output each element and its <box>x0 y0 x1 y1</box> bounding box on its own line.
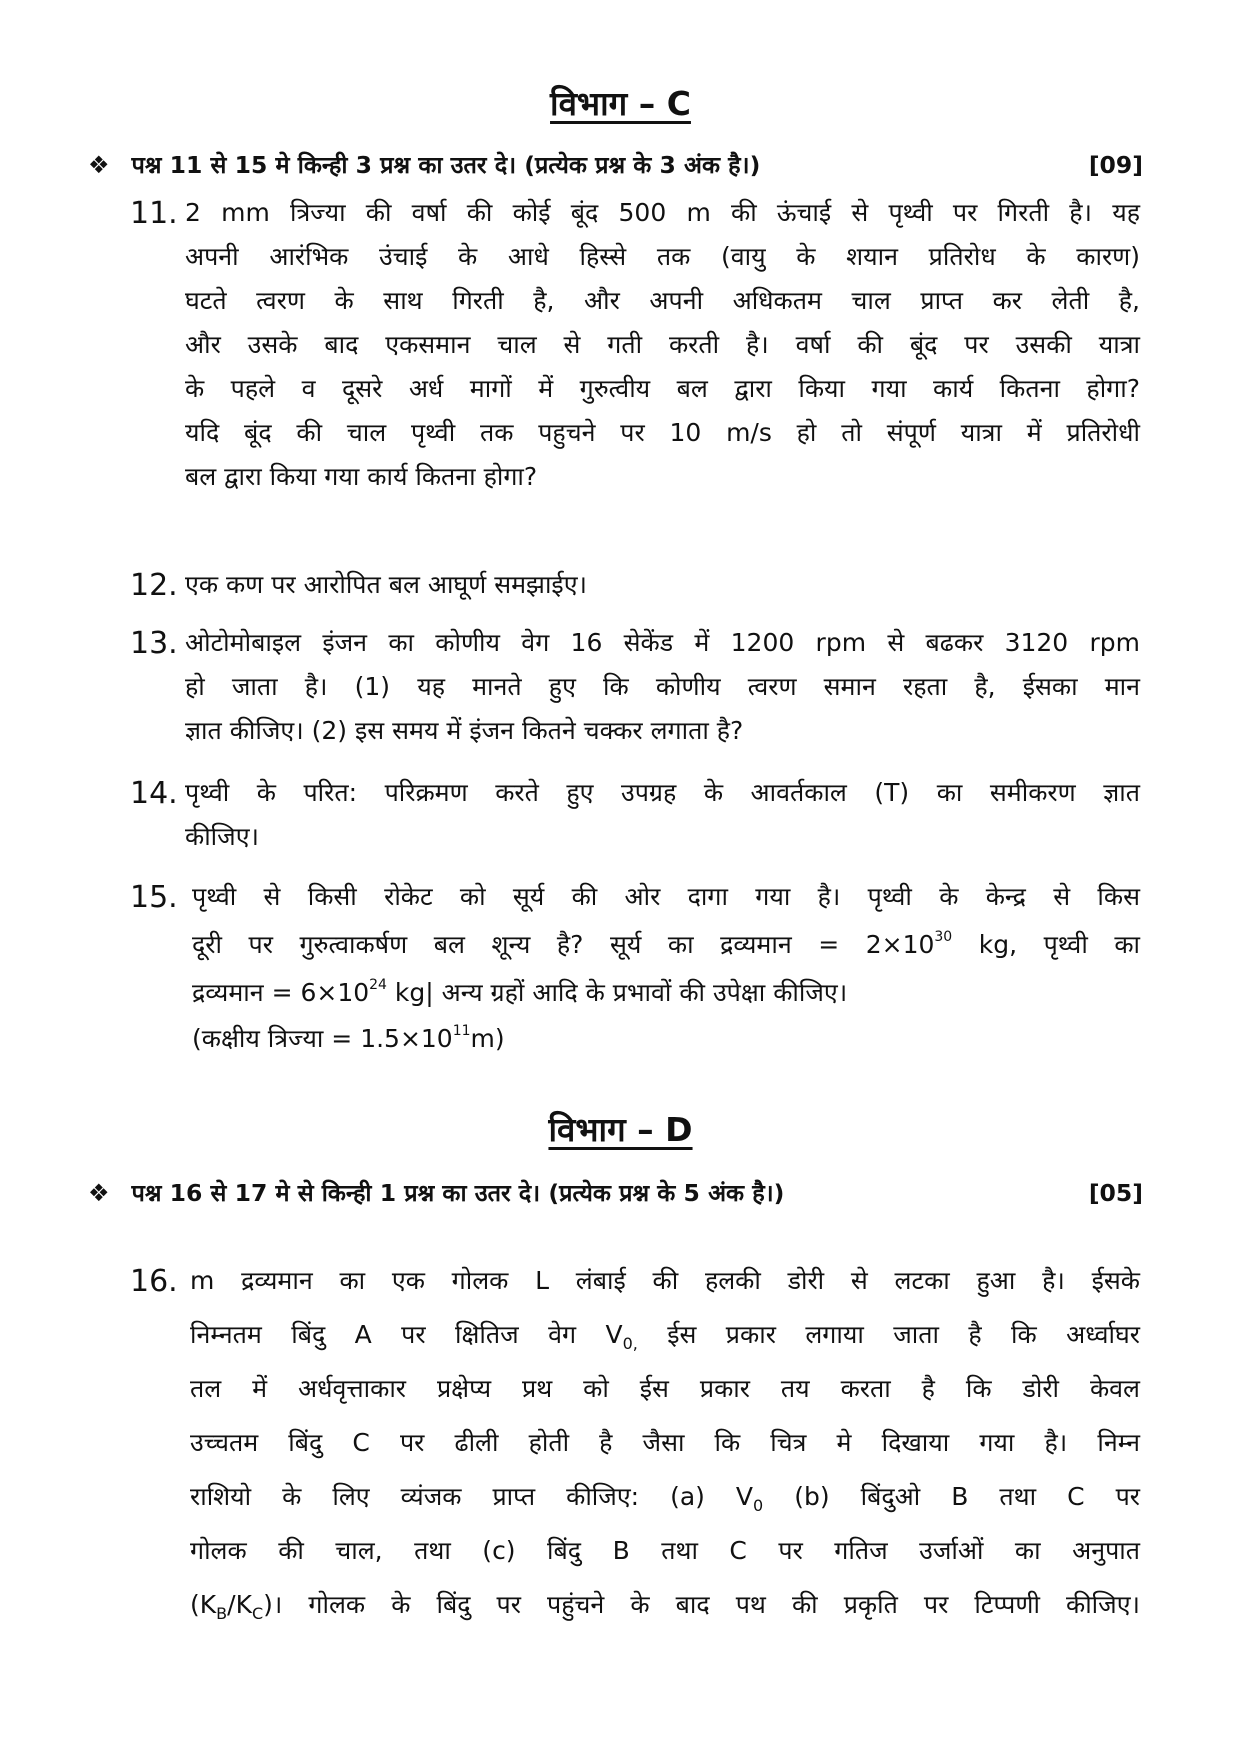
question-number: 11. <box>130 196 178 231</box>
question-line: एक कण पर आरोपित बल आघूर्ण समझाईए। <box>185 570 588 599</box>
question-line: तल में अर्धवृत्ताकार प्रक्षेप्य प्रथ को ईस प्रकार तय करता है कि डोरी केवल <box>190 1374 1140 1403</box>
question-line: बल द्वारा किया गया कार्य कितना होगा? <box>185 462 538 491</box>
marks-label: [09] <box>1088 151 1143 179</box>
subscript: B <box>216 1604 228 1623</box>
text-part: दूरी पर गुरुत्वाकर्षण बल शून्य है? सूर्य का द्रव्यमान = 2×10 <box>192 930 935 959</box>
question-number: 15. <box>130 880 178 915</box>
question-line: और उसके बाद एकसमान चाल से गती करती है। वर्षा की बूंद पर उसकी यात्रा <box>185 330 1140 359</box>
text-part: kg| अन्य ग्रहों आदि के प्रभावों की उपेक्षा कीजिए। <box>386 978 848 1007</box>
question-number: 14. <box>130 776 178 811</box>
text-part: ईस प्रकार लगाया जाता है कि अर्ध्वाघर <box>637 1320 1140 1349</box>
subscript: 0 <box>753 1496 764 1515</box>
subscript: 0, <box>622 1334 638 1353</box>
instruction-text: पश्न 16 से 17 मे से किन्ही 1 प्रश्न का उतर दे। (प्रत्येक प्रश्न के 5 अंक है।) <box>131 1179 785 1207</box>
question-line: यदि बूंद की चाल पृथ्वी तक पहुचने पर 10 m/s हो तो संपूर्ण यात्रा में प्रतिरोधी <box>185 418 1140 447</box>
marks-label: [05] <box>1088 1179 1143 1207</box>
superscript: 30 <box>934 929 953 945</box>
question-line: के पहले व दूसरे अर्ध मागों में गुरुत्वीय बल द्वारा किया गया कार्य कितना होगा? <box>185 374 1140 403</box>
section-d-instruction <box>88 1176 1143 1208</box>
superscript: 11 <box>452 1023 471 1039</box>
question-line: घटते त्वरण के साथ गिरती है, और अपनी अधिकतम चाल प्राप्त कर लेती है, <box>185 286 1140 315</box>
question-line: 2 mm त्रिज्या की वर्षा की कोई बूंद 500 m की ऊंचाई से पृथ्वी पर गिरती है। यह <box>185 198 1140 227</box>
question-line <box>190 1320 1140 1353</box>
question-line <box>192 977 1140 1007</box>
text-part: निम्नतम बिंदु A पर क्षितिज वेग V <box>190 1320 623 1349</box>
question-line: पृथ्वी से किसी रोकेट को सूर्य की ओर दागा गया है। पृथ्वी के केन्द्र से किस <box>192 882 1140 911</box>
text-part: द्रव्यमान = 6×10 <box>192 978 370 1007</box>
question-line: कीजिए। <box>185 822 260 851</box>
question-line: अपनी आरंभिक उंचाई के आधे हिस्से तक (वायु के शयान प्रतिरोध के कारण) <box>185 242 1140 271</box>
text-part: /K <box>227 1590 252 1619</box>
question-number: 13. <box>130 626 178 661</box>
question-line: पृथ्वी के परित: परिक्रमण करते हुए उपग्रह के आवर्तकाल (T) का समीकरण ज्ञात <box>185 778 1140 807</box>
question-line <box>190 1590 1140 1623</box>
section-d-title: विभाग – D <box>548 1110 693 1149</box>
question-line <box>192 929 1140 959</box>
text-part: m) <box>470 1024 505 1053</box>
section-c-title: विभाग – C <box>550 84 691 123</box>
text-part: kg, पृथ्वी का <box>952 930 1140 959</box>
subscript: C <box>251 1604 264 1623</box>
question-line <box>192 1023 1140 1053</box>
text-part: )। गोलक के बिंदु पर पहुंचने के बाद पथ की प्रकृति पर टिप्पणी कीजिए। <box>263 1590 1140 1619</box>
question-line: उच्चतम बिंदु C पर ढीली होती है जैसा कि चित्र मे दिखाया गया है। निम्न <box>190 1428 1140 1457</box>
text-part: (कक्षीय त्रिज्या = 1.5×10 <box>192 1024 453 1053</box>
question-number: 12. <box>130 568 178 603</box>
section-c-instruction <box>88 148 1143 180</box>
bullet-diamond-icon: ❖ <box>88 151 110 179</box>
superscript: 24 <box>369 977 387 993</box>
question-number: 16. <box>130 1264 178 1299</box>
bullet-diamond-icon: ❖ <box>88 1179 110 1207</box>
question-line: हो जाता है। (1) यह मानते हुए कि कोणीय त्वरण समान रहता है, ईसका मान <box>185 672 1140 701</box>
question-line: m द्रव्यमान का एक गोलक L लंबाई की हलकी डोरी से लटका हुआ है। ईसके <box>190 1266 1140 1295</box>
question-line <box>190 1482 1141 1515</box>
text-part: (b) बिंदुओ B तथा C पर <box>763 1482 1141 1511</box>
instruction-text: पश्न 11 से 15 मे किन्ही 3 प्रश्न का उतर दे। (प्रत्येक प्रश्न के 3 अंक है।) <box>131 151 761 179</box>
question-line: गोलक की चाल, तथा (c) बिंदु B तथा C पर गतिज उर्जाओं का अनुपात <box>190 1536 1140 1565</box>
question-line: ओटोमोबाइल इंजन का कोणीय वेग 16 सेकेंड में 1200 rpm से बढकर 3120 rpm <box>185 628 1140 657</box>
text-part: (K <box>190 1590 217 1619</box>
question-line: ज्ञात कीजिए। (2) इस समय में इंजन कितने चक्कर लगाता है? <box>185 716 744 745</box>
text-part: राशियो के लिए व्यंजक प्राप्त कीजिए: (a) V <box>190 1482 754 1511</box>
